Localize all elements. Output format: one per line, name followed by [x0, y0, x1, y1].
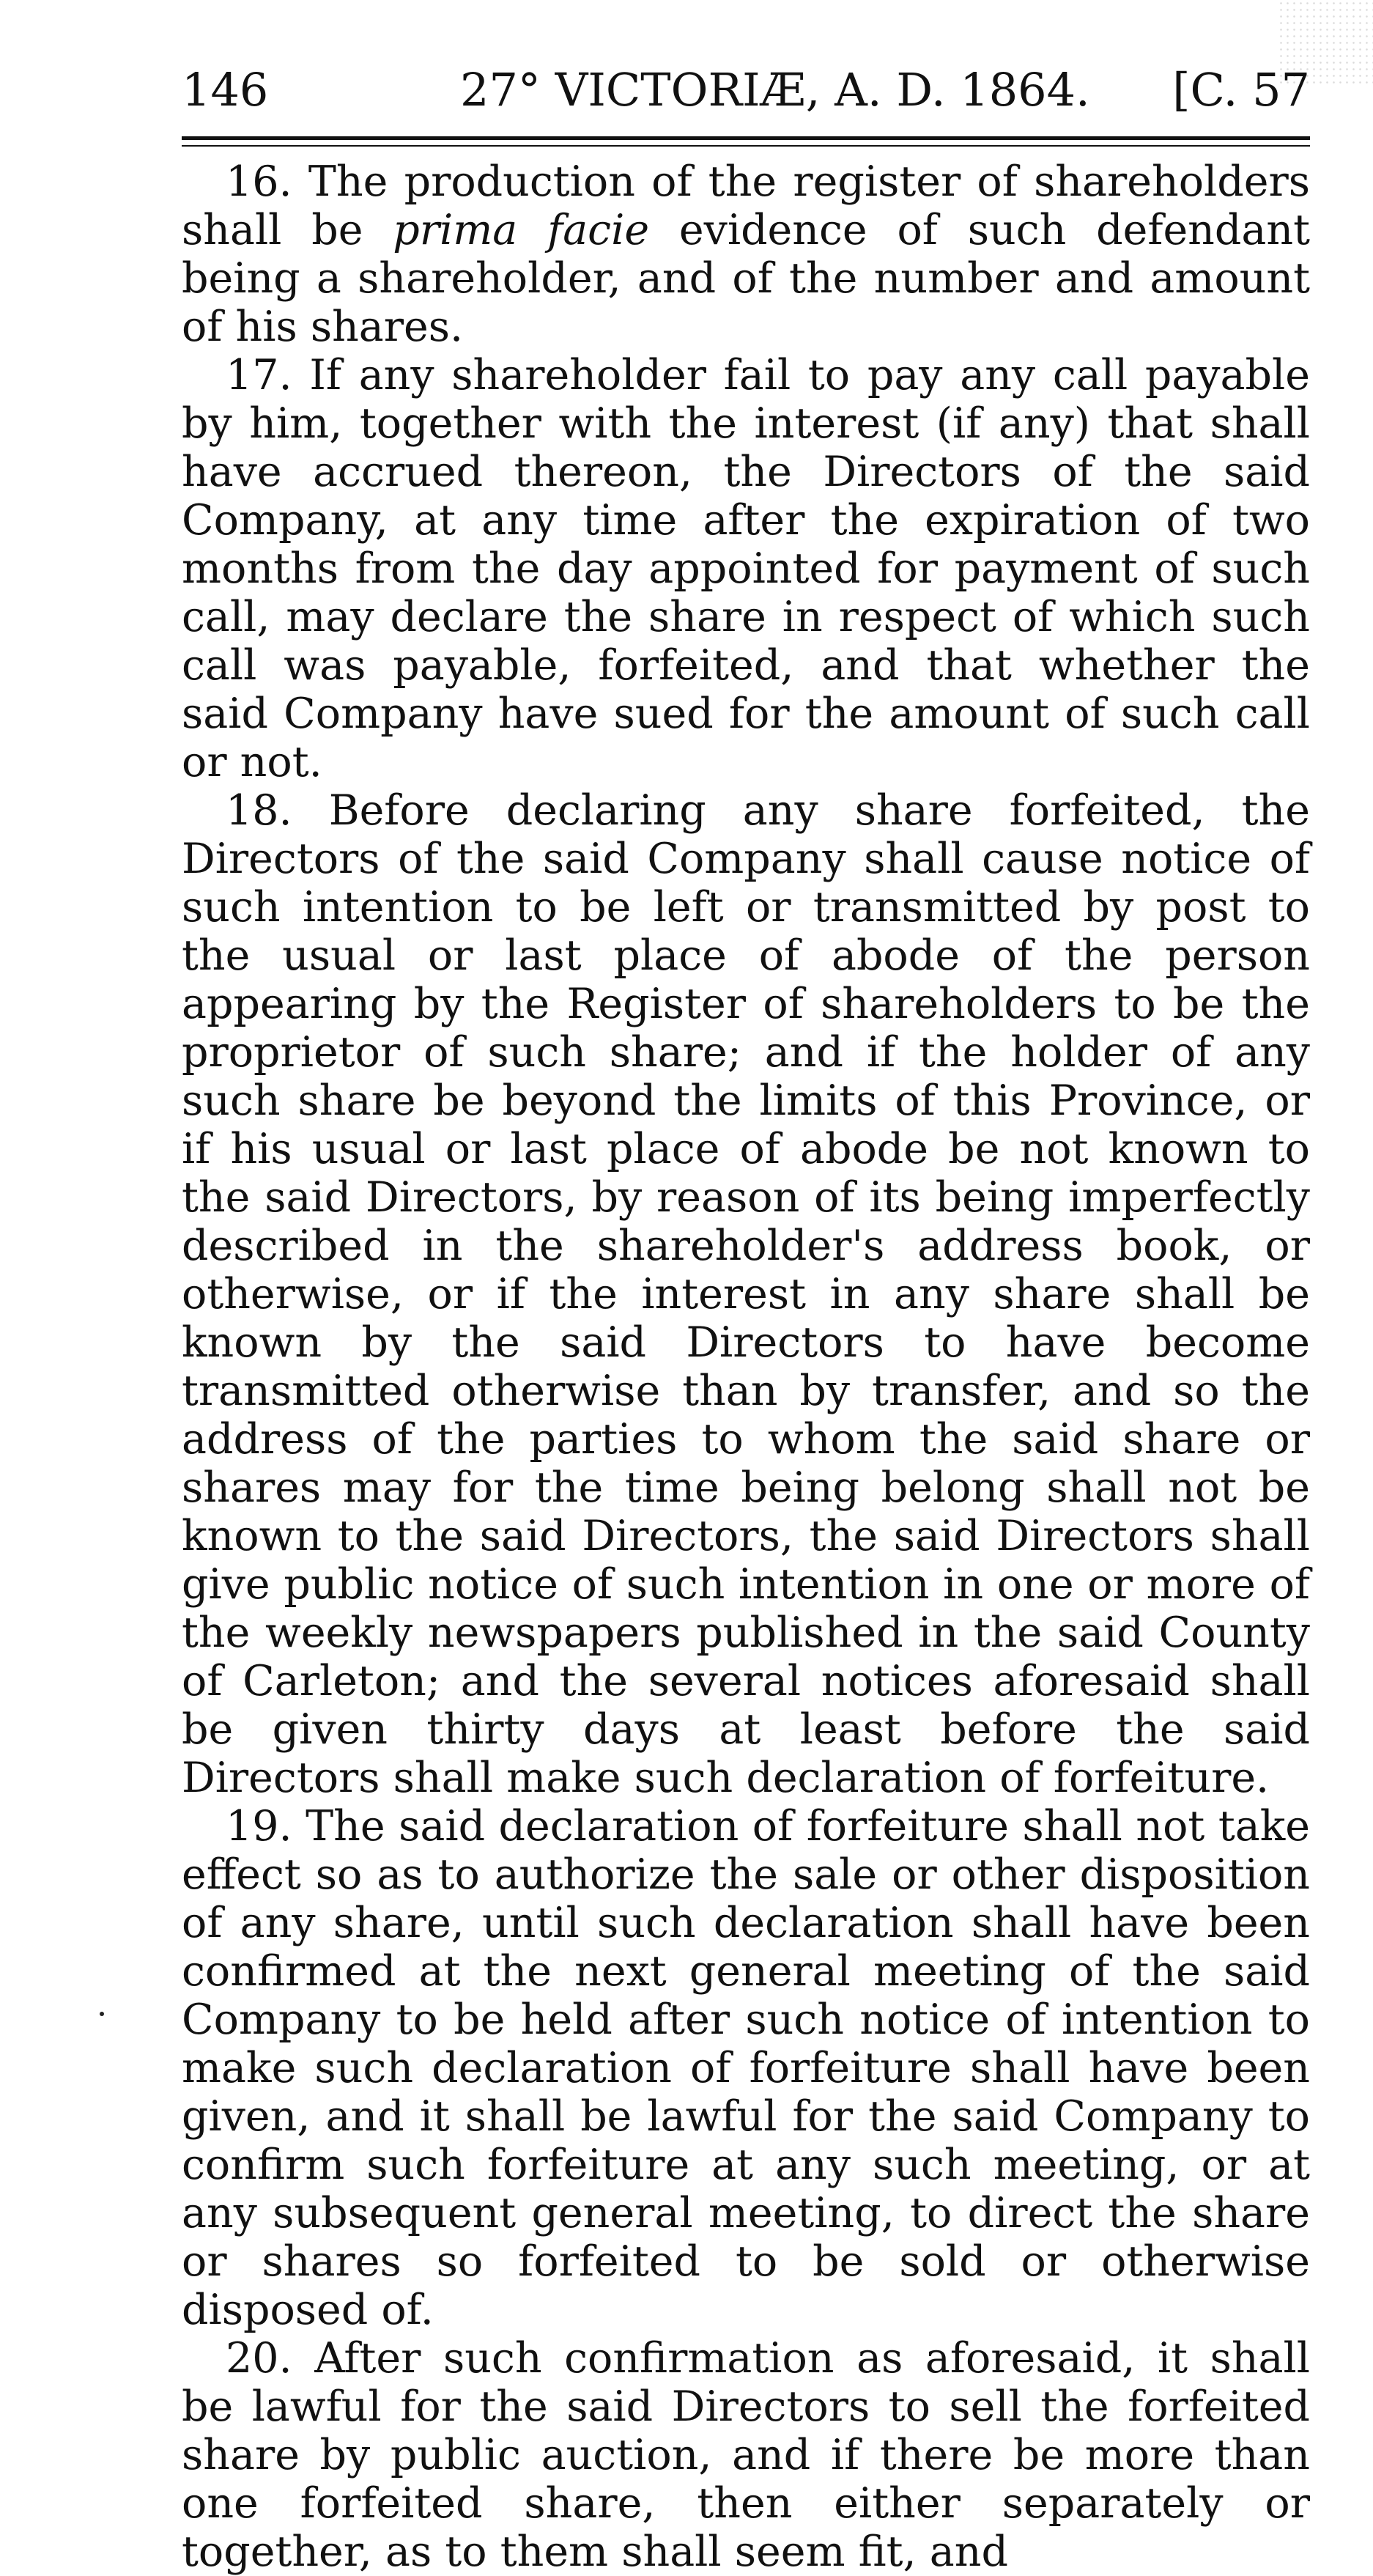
- section-number: 20.: [226, 2334, 292, 2383]
- section-number: 19.: [226, 1802, 292, 1850]
- section-17: [182, 351, 1310, 786]
- body-text: [182, 158, 1310, 2576]
- header-rule-thin: [182, 145, 1310, 147]
- margin-ink-dot: [100, 2012, 104, 2016]
- italic-phrase: prima facie: [393, 206, 650, 254]
- header-title: 27° VICTORIÆ, A. D. 1864.: [460, 63, 1090, 117]
- section-16: [182, 158, 1310, 351]
- section-text: If any shareholder fail to pay any call payable by him, together with the interest (if any) that shall have accrued thereon, the Directors of the said Company, at any time after the expiration of two months from the day appointed for payment of such call, may declare the share in respect of which such call was payable, forfeited, and that whether the said Company have sued for the amount of such call or not.: [182, 351, 1310, 786]
- section-number: 17.: [226, 351, 292, 399]
- section-text: evidence of such defendant being a shareholder, and of the number and amount of his shares.: [182, 206, 1310, 351]
- section-20: [182, 2334, 1310, 2576]
- chapter-reference: [C. 57: [1172, 63, 1310, 117]
- section-text: The production of the register of shareholders shall be: [182, 158, 1310, 254]
- section-number: 16.: [226, 158, 292, 206]
- page-number: 146: [182, 63, 269, 117]
- section-19: [182, 1802, 1310, 2334]
- section-text: The said declaration of forfeiture shall not take effect so as to authorize the sale or other disposition of any share, until such declaration shall have been confirmed at the next general meeting of the said Company to be held after such notice of intention to make such declaration of forfeiture shall have been given, and it shall be lawful for the said Company to confirm such forfeiture at any such meeting, or at any subsequent general meeting, to direct the share or shares so forfeited to be sold or otherwise disposed of.: [182, 1802, 1310, 2334]
- section-18: [182, 786, 1310, 1802]
- section-text: Before declaring any share forfeited, the Directors of the said Company shall cause notice of such intention to be left or transmitted by post to the usual or last place of abode of the person appearing by the Register of shareholders to be the proprietor of such share; and if the holder of any such share be beyond the limits of this Province, or if his usual or last place of abode be not known to the said Directors, by reason of its being imperfectly described in the shareholder's address book, or otherwise, or if the interest in any share shall be known by the said Directors to have become transmitted otherwise than by transfer, and so the address of the parties to whom the said share or shares may for the time being belong shall not be known to the said Directors, the said Directors shall give public notice of such intention in one or more of the weekly newspapers published in the said County of Carleton; and the several notices aforesaid shall be given thirty days at least before the said Directors shall make such declaration of forfeiture.: [182, 786, 1310, 1802]
- running-header: [182, 57, 1310, 123]
- section-number: 18.: [226, 786, 292, 835]
- section-text: After such confirmation as aforesaid, it shall be lawful for the said Directors to sell the forfeited share by public auction, and if there be more than one forfeited share, then either separately or together, as to them shall seem fit, and: [182, 2334, 1310, 2576]
- header-rule-thick: [182, 136, 1310, 140]
